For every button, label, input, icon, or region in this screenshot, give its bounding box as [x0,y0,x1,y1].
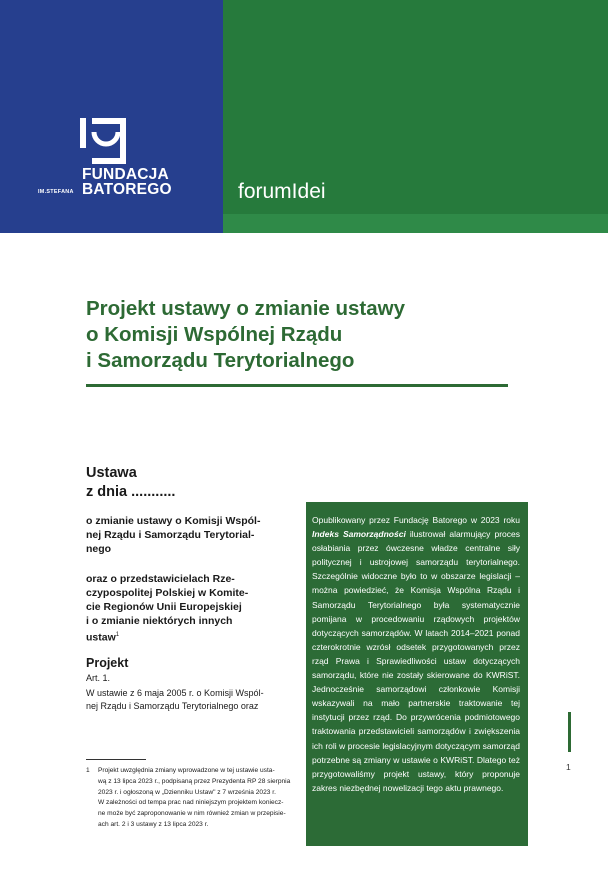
foundation-logo-icon [80,118,126,164]
footnote-ref: 1 [115,632,120,638]
footnote: 1 Projekt uwzględnia zmiany wprowadzone w tej ustawie usta- wą z 13 lipca 2023 r., podpisaną przez Prezydenta RP 28 sierpnia 2023 r. i ogłoszoną w „Dzienniku Ustaw" z 7 września 2023 r. W zależności od tempa prac nad niniejszym projektem koniecz- ne może być zaproponowanie w nim również zmian w przepisie- ach art. 2 i 3 ustawy z 13 lipca 2023 r. [86,767,291,828]
article-label: Art. 1. [86,673,111,683]
foundation-name: FUNDACJA BATOREGO [82,166,172,198]
header-blue-panel [0,0,223,233]
intro-sidebox-text: Opublikowany przez Fundację Batorego w 2023 roku Indeks Samorządności ilustrował alarmujący proces osłabiania przez ówczesne władze centralne siły politycznej i ustrojowej samorządu terytorialnego. Szczególnie widoczne było to w obszarze legislacji – można powiedzieć, że Komisja Wspólna Rządu i Samorządu Terytorialnego była systematycznie pomijana w procedowaniu rządowych projektów dotyczących samorządów. W latach 2014–2021 ponad czterokrotnie wzrósł odsetek przygotowanych przez rząd Prawa i Sprawiedliwości ustaw dotyczących samorządu, które nie zostały skierowane do KWRiST. Jednocześnie samorządowi członkowie Komisji wskazywali na mało partnerskie traktowanie tej instytucji przez rząd. Do przywrócenia podmiotowego traktowania przedstawicieli samorządów i zwiększenia ich roli w procesie legislacyjnym dotyczącym samorząd potrzebne są zmiany w ustawie o KWRiST. Dlatego też przygotowaliśmy projekt ustawy, który proponuje zakres niezbędnej nowelizacji tego aktu prawnego. [312,515,520,793]
title-underline [86,384,508,387]
document-title: Projekt ustawy o zmianie ustawy o Komisji Wspólnej Rządu i Samorządu Terytorialnego [86,297,405,372]
bill-subject-continued: oraz o przedstawicielach Rze- czypospolitej Polskiej w Komite- cie Regionów Unii Europejskiej i o zmianie niektórych innych ustaw$^1$ [86,573,249,644]
article-body: W ustawie z 6 maja 2005 r. o Komisji Wspól- nej Rządu i Samorządu Terytorialnego oraz [86,688,264,711]
bill-subject: o zmianie ustawy o Komisji Wspól- nej Rządu i Samorządu Terytorial- nego [86,515,261,555]
projekt-label: Projekt [86,656,129,670]
forum-idei-brand: forumIdei [238,180,326,203]
footnote-divider [86,759,146,760]
bill-heading: Ustawa z dnia ........... [86,465,176,500]
page-number: 1 [566,762,571,772]
foundation-prefix: IM.STEFANA [38,189,74,195]
margin-marker [568,712,571,752]
